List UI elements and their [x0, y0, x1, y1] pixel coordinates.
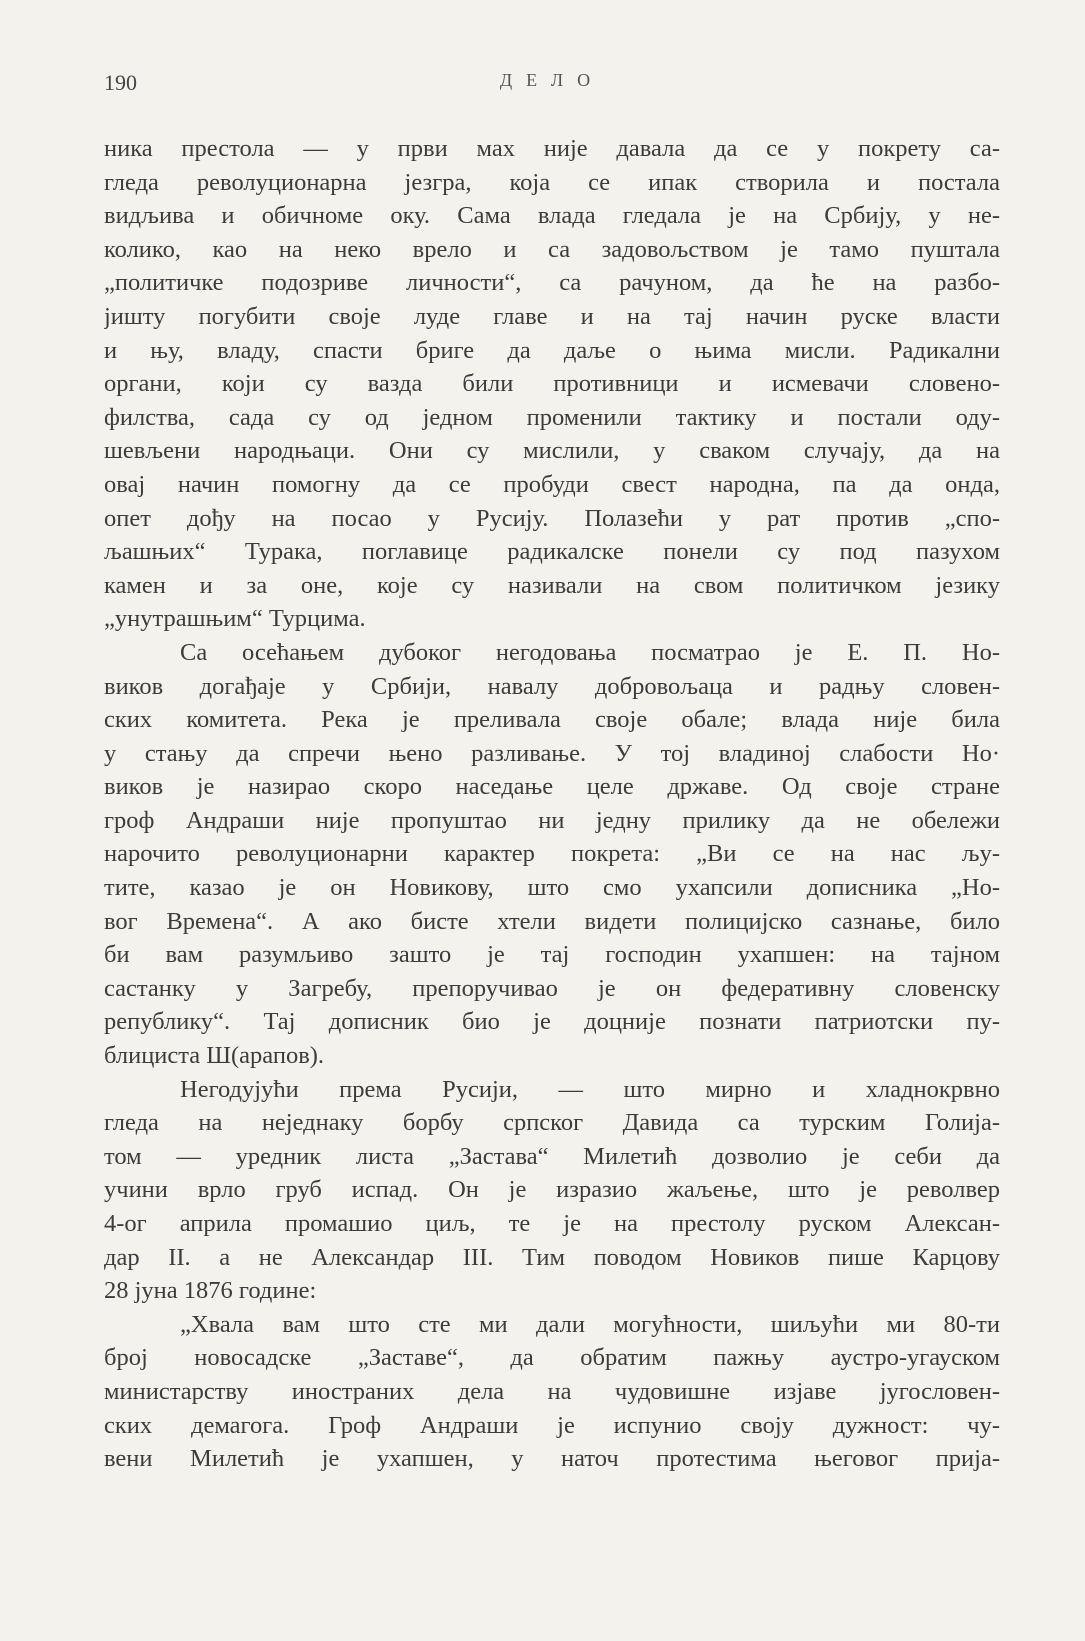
page-number: 190 — [104, 70, 137, 95]
text-line: колико, као на неко врело и са задовољством је тамо пуштала — [104, 235, 1000, 263]
text-line: ских комитета. Река је преливала своје обале; влада није била — [104, 706, 1000, 734]
text-line: у стању да спречи њено разливање. У тој владиној слабости Но· — [104, 739, 1000, 767]
text-line: камен и за оне, које су називали на свом политичком језику — [104, 571, 1000, 599]
text-line: министарству иностраних дела на чудовишне изјаве југословен- — [104, 1377, 1000, 1405]
text-line: би вам разумљиво зашто је тај господин ухапшен: на тајном — [104, 941, 1000, 969]
text-line: Негодујући према Русији, — што мирно и хладнокрвно — [180, 1075, 1000, 1103]
text-line: том — уредник листа „Застава“ Милетић дозволио је себи да — [104, 1142, 1000, 1170]
text-line: вени Милетић је ухапшен, у наточ протестима његовог прија- — [104, 1445, 1000, 1473]
text-line: ника престола — у први мах није давала да се у покрету са- — [104, 135, 1000, 162]
text-line: „унутрашњим“ Турцима. — [104, 605, 366, 633]
running-title: ДЕЛО — [499, 70, 605, 90]
text-line: виков догађаје у Србији, навалу добровољаца и радњу словен- — [104, 672, 1000, 700]
body-text — [104, 132, 1000, 1476]
text-line: видљива и обичноме оку. Сама влада гледала је на Србију, у не- — [104, 202, 1000, 230]
text-line: број новосадске „Заставе“, да обратим пажњу аустро-угауском — [104, 1344, 1000, 1372]
text-line: гледа револуционарна језгра, која се ипак створила и постала — [104, 168, 1000, 196]
text-line: тите, казао је он Новикову, што смо ухапсили дописника „Но- — [104, 874, 1000, 902]
text-line: 4-ог априла промашио циљ, те је на престолу руском Алексан- — [104, 1210, 1000, 1237]
text-line: Са осећањем дубоког негодовања посматрао је Е. П. Но- — [180, 638, 1000, 666]
text-line: 28 јуна 1876 године: — [104, 1277, 317, 1305]
text-line: „политичке подозриве личности“, са рачуном, да ће на разбо- — [104, 269, 1000, 297]
text-line: гроф Андраши није пропуштао ни једну прилику да не обележи — [104, 806, 1000, 834]
text-line: „Хвала вам што сте ми дали могућности, шиљући ми 80-ти — [180, 1310, 1000, 1338]
text-line: органи, који су вазда били противници и исмевачи словено- — [104, 370, 1000, 398]
text-line: блициста Ш(арапов). — [104, 1042, 325, 1070]
text-line: дар II. а не Александар III. Тим поводом Новиков пише Карцову — [104, 1243, 1000, 1271]
text-line: виков је назирао скоро наседање целе државе. Од своје стране — [104, 773, 1000, 801]
text-line: јишту погубити своје луде главе и на тај начин руске власти — [104, 302, 1000, 330]
text-line: филства, сада су од једном променили тактику и постали оду- — [104, 403, 1000, 431]
text-line: љашњих“ Турака, поглавице радикалске понели су под пазухом — [104, 538, 1000, 566]
text-line: нарочито револуционарни карактер покрета: „Ви се на нас љу- — [104, 840, 1000, 868]
text-line: учини врло груб испад. Он је изразио жаљење, што је револвер — [104, 1176, 1000, 1204]
text-line: републику“. Тај дописник био је доцније познати патриотски пу- — [104, 1008, 1000, 1036]
page-header — [104, 70, 1000, 106]
text-line: вог Времена“. А ако бисте хтели видети полицијско сазнање, било — [104, 907, 1000, 935]
text-line: опет дођу на посао у Русију. Полазећи у рат против „спо- — [104, 504, 1000, 532]
text-line: шевљени народњаци. Они су мислили, у сваком случају, да на — [104, 437, 1000, 465]
text-line: састанку у Загребу, препоручивао је он федеративну словенску — [104, 974, 1000, 1002]
text-line: и њу, владу, спасти бриге да даље о њима мисли. Радикални — [104, 336, 1000, 364]
text-line: ских демагога. Гроф Андраши је испунио своју дужност: чу- — [104, 1411, 1000, 1439]
text-line: овај начин помогну да се пробуди свест народна, па да онда, — [104, 470, 1000, 498]
text-line: гледа на неједнаку борбу српског Давида са турским Голија- — [104, 1109, 1000, 1137]
